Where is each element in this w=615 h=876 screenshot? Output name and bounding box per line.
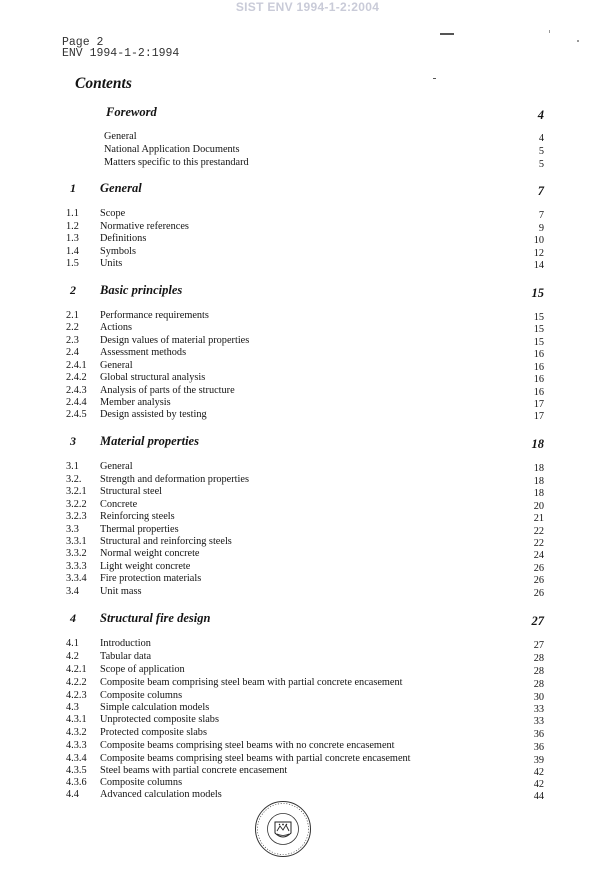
- entry-number: 3.3.1: [66, 536, 87, 547]
- entry-number: 4.3.3: [66, 740, 87, 751]
- scan-mark: [549, 30, 550, 33]
- entry-number: 4.2.1: [66, 664, 87, 675]
- entry-label: Scope of application: [100, 664, 185, 675]
- entry-label: General: [104, 131, 137, 142]
- entry-page: 22: [533, 538, 544, 549]
- document-reference: ENV 1994-1-2:1994: [62, 47, 180, 60]
- toc-entry[interactable]: [0, 409, 615, 422]
- entry-page: 9: [538, 223, 544, 234]
- entry-page: 28: [533, 666, 544, 677]
- section-title: Structural fire design: [100, 611, 211, 625]
- entry-number: 2.4.3: [66, 385, 87, 396]
- entry-number: 3.2.2: [66, 499, 87, 510]
- toc-entry[interactable]: [0, 347, 615, 360]
- entry-page: 33: [533, 704, 544, 715]
- entry-label: General: [100, 360, 133, 371]
- scan-mark: [577, 40, 579, 42]
- entry-label: Introduction: [100, 638, 151, 649]
- entry-label: Reinforcing steels: [100, 511, 175, 522]
- entry-label: Fire protection materials: [100, 573, 202, 584]
- section-title: Basic principles: [100, 283, 183, 297]
- toc-entry[interactable]: [0, 714, 615, 727]
- entry-label: Symbols: [100, 246, 137, 257]
- toc-entry[interactable]: [0, 131, 615, 144]
- entry-page: 16: [533, 374, 544, 385]
- toc-entry[interactable]: [0, 664, 615, 677]
- entry-page: 21: [533, 513, 544, 524]
- toc-entry[interactable]: [0, 157, 615, 170]
- entry-label: Normal weight concrete: [100, 548, 200, 559]
- entry-label: Performance requirements: [100, 310, 209, 321]
- entry-page: 42: [533, 779, 544, 790]
- entry-page: 20: [533, 501, 544, 512]
- entry-page: 16: [533, 349, 544, 360]
- entry-number: 3.2.1: [66, 486, 87, 497]
- toc-entry[interactable]: [0, 511, 615, 524]
- toc-entry[interactable]: [0, 638, 615, 651]
- entry-label: Composite beams comprising steel beams with no concrete encasement: [100, 740, 395, 751]
- entry-label: Structural and reinforcing steels: [100, 536, 232, 547]
- entry-page: 36: [533, 729, 544, 740]
- contents-title: Contents: [75, 75, 132, 92]
- entry-label: Matters specific to this prestandard: [104, 157, 249, 168]
- entry-number: 4.2: [66, 651, 79, 662]
- entry-number: 1.5: [66, 258, 79, 269]
- section-title: Material properties: [100, 434, 199, 448]
- entry-number: 1.3: [66, 233, 79, 244]
- toc-entry[interactable]: [0, 144, 615, 157]
- entry-number: 2.4: [66, 347, 79, 358]
- entry-page: 28: [533, 679, 544, 690]
- toc-entry[interactable]: [0, 322, 615, 335]
- entry-number: 2.4.5: [66, 409, 87, 420]
- entry-number: 4.3: [66, 702, 79, 713]
- entry-label: Protected composite slabs: [100, 727, 207, 738]
- entry-number: 4.2.2: [66, 677, 87, 688]
- entry-page: 17: [533, 399, 544, 410]
- toc-entry[interactable]: [0, 258, 615, 271]
- toc-entry[interactable]: [0, 677, 615, 690]
- entry-label: Steel beams with partial concrete encasement: [100, 765, 288, 776]
- entry-number: 3.3.2: [66, 548, 87, 559]
- toc-section-2[interactable]: [0, 283, 615, 301]
- entry-number: 4.3.6: [66, 777, 87, 788]
- entry-label: Unit mass: [100, 586, 142, 597]
- entry-number: 2.1: [66, 310, 79, 321]
- entry-page: 17: [533, 411, 544, 422]
- entry-page: 26: [533, 588, 544, 599]
- toc-section-3[interactable]: [0, 434, 615, 452]
- toc-entry[interactable]: [0, 651, 615, 664]
- toc-section-foreword[interactable]: [0, 105, 615, 123]
- entry-label: Assessment methods: [100, 347, 187, 358]
- entry-page: 5: [538, 159, 544, 170]
- toc-section-1[interactable]: [0, 181, 615, 199]
- section-number: 3: [70, 434, 76, 448]
- entry-label: Analysis of parts of the structure: [100, 385, 235, 396]
- entry-label: Strength and deformation properties: [100, 474, 249, 485]
- toc-entry[interactable]: [0, 233, 615, 246]
- entry-number: 4.2.3: [66, 690, 87, 701]
- toc-entry[interactable]: [0, 586, 615, 599]
- entry-page: 28: [533, 653, 544, 664]
- entry-label: Design assisted by testing: [100, 409, 207, 420]
- entry-label: Light weight concrete: [100, 561, 191, 572]
- entry-page: 7: [538, 210, 544, 221]
- entry-page: 30: [533, 692, 544, 703]
- entry-page: 44: [533, 791, 544, 802]
- entry-label: Composite columns: [100, 777, 183, 788]
- entry-page: 42: [533, 767, 544, 778]
- entry-page: 16: [533, 387, 544, 398]
- section-title: Foreword: [106, 105, 157, 119]
- section-number: 4: [70, 611, 76, 625]
- entry-page: 18: [533, 463, 544, 474]
- entry-page: 27: [533, 640, 544, 651]
- toc-entry[interactable]: [0, 486, 615, 499]
- entry-page: 33: [533, 716, 544, 727]
- page-reference: [62, 37, 179, 59]
- entry-page: 18: [533, 488, 544, 499]
- entry-number: 4.4: [66, 789, 79, 800]
- entry-number: 4.3.4: [66, 753, 87, 764]
- entry-number: 1.1: [66, 208, 79, 219]
- entry-page: 36: [533, 742, 544, 753]
- entry-page: 15: [533, 337, 544, 348]
- entry-page: 18: [533, 476, 544, 487]
- entry-label: Actions: [100, 322, 133, 333]
- entry-page: 14: [533, 260, 544, 271]
- entry-page: 26: [533, 563, 544, 574]
- toc-entry[interactable]: [0, 573, 615, 586]
- entry-label: Unprotected composite slabs: [100, 714, 219, 725]
- section-page: 7: [537, 184, 544, 198]
- entry-page: 39: [533, 755, 544, 766]
- entry-label: National Application Documents: [104, 144, 240, 155]
- entry-page: 16: [533, 362, 544, 373]
- entry-number: 3.1: [66, 461, 79, 472]
- entry-label: Member analysis: [100, 397, 171, 408]
- entry-number: 4.3.5: [66, 765, 87, 776]
- section-page: 18: [531, 437, 544, 451]
- entry-number: 3.2.: [66, 474, 82, 485]
- entry-number: 2.4.2: [66, 372, 87, 383]
- entry-number: 2.2: [66, 322, 79, 333]
- entry-page: 26: [533, 575, 544, 586]
- entry-number: 3.4: [66, 586, 79, 597]
- entry-number: 4.1: [66, 638, 79, 649]
- entry-label: Composite beams comprising steel beams with partial concrete encasement: [100, 753, 411, 764]
- scan-mark: [440, 33, 454, 35]
- toc-entry[interactable]: [0, 208, 615, 221]
- entry-label: Composite columns: [100, 690, 183, 701]
- entry-label: Definitions: [100, 233, 147, 244]
- scan-mark: [433, 78, 436, 79]
- section-page: 4: [537, 108, 544, 122]
- entry-page: 15: [533, 324, 544, 335]
- entry-label: Simple calculation models: [100, 702, 210, 713]
- entry-number: 3.3.4: [66, 573, 87, 584]
- entry-label: Design values of material properties: [100, 335, 250, 346]
- entry-number: 2.4.1: [66, 360, 87, 371]
- entry-number: 1.4: [66, 246, 79, 257]
- entry-number: 3.3.3: [66, 561, 87, 572]
- entry-number: 1.2: [66, 221, 79, 232]
- entry-label: Scope: [100, 208, 126, 219]
- entry-page: 10: [533, 235, 544, 246]
- toc-entry[interactable]: [0, 461, 615, 474]
- section-title: General: [100, 181, 142, 195]
- toc-section-4[interactable]: [0, 611, 615, 629]
- entry-number: 2.3: [66, 335, 79, 346]
- entry-page: 24: [533, 550, 544, 561]
- entry-label: Concrete: [100, 499, 138, 510]
- entry-number: 2.4.4: [66, 397, 87, 408]
- page-label: Page 2: [62, 36, 104, 49]
- watermark: SIST ENV 1994-1-2:2004: [235, 0, 380, 14]
- entry-label: Composite beam comprising steel beam with partial concrete encasement: [100, 677, 403, 688]
- entry-label: Normative references: [100, 221, 189, 232]
- entry-page: 15: [533, 312, 544, 323]
- entry-number: 4.3.1: [66, 714, 87, 725]
- entry-label: Thermal properties: [100, 524, 179, 535]
- entry-number: 3.3: [66, 524, 79, 535]
- toc-entry[interactable]: [0, 727, 615, 740]
- entry-page: 4: [538, 133, 544, 144]
- toc-entry[interactable]: [0, 548, 615, 561]
- entry-label: Structural steel: [100, 486, 163, 497]
- section-page: 15: [531, 286, 544, 300]
- toc-entry[interactable]: [0, 740, 615, 753]
- section-number: 2: [70, 283, 76, 297]
- entry-label: Tabular data: [100, 651, 152, 662]
- section-page: 27: [531, 614, 544, 628]
- entry-page: 5: [538, 146, 544, 157]
- entry-page: 22: [533, 526, 544, 537]
- entry-label: Units: [100, 258, 123, 269]
- entry-label: General: [100, 461, 133, 472]
- toc-entry[interactable]: [0, 372, 615, 385]
- entry-number: 3.2.3: [66, 511, 87, 522]
- section-number: 1: [70, 181, 76, 195]
- institute-stamp-icon: [254, 800, 312, 858]
- entry-number: 4.3.2: [66, 727, 87, 738]
- entry-page: 12: [533, 248, 544, 259]
- entry-label: Global structural analysis: [100, 372, 206, 383]
- entry-label: Advanced calculation models: [100, 789, 222, 800]
